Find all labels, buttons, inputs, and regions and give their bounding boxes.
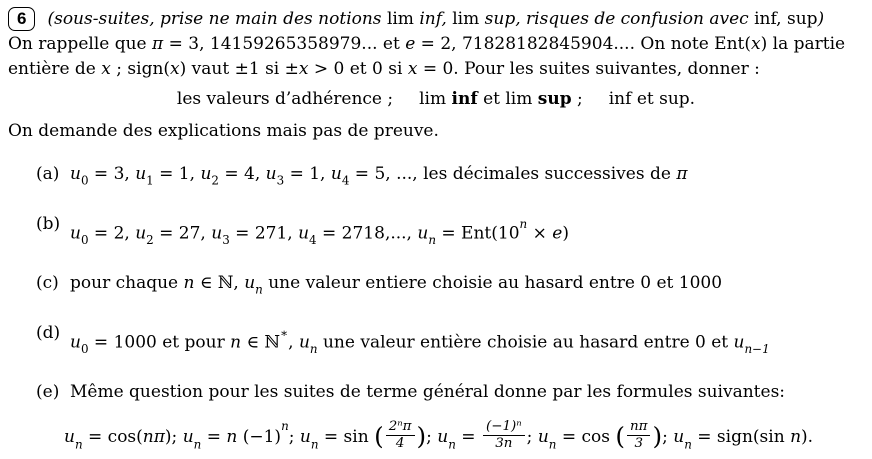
text-segment: Même question pour les suites de terme général donne par les formules suivantes: [70,381,786,402]
formulas-line [8,411,864,459]
text-segment: = 1, [153,164,201,184]
text-segment: u [733,331,745,352]
text-segment: = 2, 71828182845904.... On note Ent( [415,34,751,54]
text-segment: = cos [556,426,616,447]
text-segment: u [182,426,194,447]
text-segment: ; [526,426,538,447]
text-segment: = 0. Pour les suites suivantes, donner : [417,59,760,79]
exercise-subtitle [47,7,824,32]
text-segment: On demande des explications mais pas de preuve. [8,121,439,141]
text-segment: u [64,426,75,447]
text-segment: = 1, [284,164,331,184]
text-segment: π [676,164,688,184]
text-segment: ; [426,426,438,447]
text-segment: lim [452,9,485,29]
text-segment: n [226,426,238,447]
text-segment: e [405,34,416,54]
text-segment: On rappelle que [8,34,153,54]
text-segment: lim [419,89,452,109]
text-segment: u [537,426,549,447]
text-segment: ; sign( [110,59,171,79]
text-segment: u [135,223,147,244]
intro-line-1 [8,32,864,57]
text-segment: inf [451,89,478,109]
fraction-denominator: 4 [386,435,415,451]
text-segment: 0 [80,341,89,356]
text-segment: , [441,9,453,29]
text-segment: u [70,223,81,244]
text-segment: entière de [8,59,102,79]
text-segment: n [790,426,802,447]
text-segment: ∗ [280,325,289,340]
exercise-number-box [8,7,35,31]
text-segment: = 271, [229,223,299,244]
text-segment: u [298,223,310,244]
item-d [8,320,864,362]
text-segment: n [309,341,318,356]
text-segment: 1 [146,173,154,188]
text-segment: u [135,164,147,184]
item-label: (b) [36,213,61,234]
text-segment: n [255,282,263,297]
text-segment: u [211,223,223,244]
text-segment: n [684,437,692,452]
text-segment: u [265,164,277,184]
text-segment: ∈ ℕ, [194,272,245,293]
fraction-numerator: (−1)ⁿ [485,419,522,435]
text-segment: = cos( [82,426,143,447]
items-list [8,161,864,405]
text-segment: 2 [146,232,154,247]
item-e [8,379,864,405]
text-segment: une valeur entiere choisie au hasard entre 0 et 1000 [262,272,723,293]
text-segment: (−1) [237,426,282,447]
text-segment: lim [386,9,420,29]
text-segment: x [407,59,418,79]
fraction-numerator: nπ [630,419,648,435]
text-segment: 0 [80,173,89,188]
text-segment: 4 [309,232,317,247]
text-segment: u [330,164,342,184]
text-segment: = sign(sin [691,426,791,447]
text-segment: π [152,34,164,54]
text-segment: inf et sup. [608,89,696,109]
text-segment: x [751,34,761,54]
item-content [70,161,688,194]
text-segment: pour chaque [70,272,184,293]
text-segment: 3 [222,232,230,247]
text-segment: 2 [211,173,219,188]
text-segment: n [281,418,289,433]
fraction-denominator: 3n [483,435,525,451]
text-segment: ; [662,426,674,447]
text-segment: u [417,223,429,244]
text-segment: u [70,164,81,184]
text-segment: 0 [80,232,89,247]
text-segment: n [519,216,528,231]
text-segment: inf, sup [754,9,818,29]
text-segment: u [244,272,256,293]
item-a [8,161,864,194]
asked-values-line [8,87,864,112]
fraction-denominator: 3 [627,435,650,451]
text-segment: ) la partie [760,34,846,54]
item-c [8,270,864,303]
text-segment: = sin [318,426,375,447]
item-content [70,379,785,405]
text-segment: n [183,272,195,293]
text-segment: ) [652,421,663,451]
text-segment: 4 [341,173,350,188]
text-segment: ). [801,426,814,447]
item-label: (a) [36,164,60,184]
text-segment: x [170,59,180,79]
fraction [483,419,525,451]
text-segment: , [288,331,299,352]
fraction [627,419,650,451]
text-segment: × [527,223,553,244]
fraction [386,419,415,451]
text-segment: u [299,426,311,447]
item-content [70,270,722,303]
text-segment: = 3, 14159265358979... et [163,34,406,54]
text-segment: = [455,426,481,447]
text-segment: = 27, [153,223,212,244]
text-segment: u [298,331,310,352]
text-segment: = 1000 et pour [88,331,231,352]
text-segment: u [673,426,685,447]
text-segment: x [298,59,309,79]
text-segment: n [428,232,436,247]
text-segment: inf [419,9,442,29]
text-segment: u [200,164,212,184]
text-segment: n [448,437,456,452]
text-segment: n [310,437,319,452]
text-segment: ( [615,421,625,451]
text-segment: u [437,426,449,447]
text-segment: ; [288,426,300,447]
item-label: (d) [36,322,61,343]
item-label: (c) [36,272,59,293]
text-segment: ); [164,426,183,447]
text-segment: nπ [142,426,165,447]
text-segment: u [70,331,81,352]
text-segment: = [201,426,227,447]
text-segment: = 3, [88,164,136,184]
item-content [70,211,569,253]
text-segment: = 2, [88,223,136,244]
text-segment: > 0 et 0 si [308,59,408,79]
text-segment: ) [817,9,825,29]
text-segment: = Ent(10 [436,223,520,244]
text-segment: ) vaut ±1 si ± [179,59,299,79]
text-segment: n−1 [744,341,770,356]
text-segment: ) [562,223,569,244]
text-segment: ∈ ℕ [241,331,281,352]
text-segment: , risques de confusion avec [515,9,755,29]
text-segment: x [101,59,111,79]
fraction-numerator: 2ⁿπ [388,419,412,435]
text-segment: e [552,223,563,244]
item-content [70,320,770,362]
text-segment: = 2718,..., [316,223,418,244]
item-b [8,211,864,253]
text-segment: n [230,331,242,352]
text-segment: ; [571,89,583,109]
text-segment: 3 [276,173,285,188]
exercise-header [8,7,864,32]
text-segment: = 4, [218,164,266,184]
text-segment: = 5, ..., les décimales successives de [349,164,677,184]
text-segment: (sous-suites, prise ne main des notions [47,9,387,29]
text-segment: ) [416,421,427,451]
item-label: (e) [36,381,60,402]
exercise-number: 6 [17,9,27,28]
no-proof-line [8,119,864,144]
text-segment: les valeurs d’adhérence ; [176,89,394,109]
text-segment: une valeur entière choisie au hasard entre 0 et [317,331,734,352]
text-segment: n [193,437,202,452]
text-segment: ( [374,421,384,451]
text-segment: et lim [477,89,538,109]
text-segment: sup [537,89,572,109]
text-segment: n [548,437,557,452]
text-segment: sup [484,9,516,29]
intro-line-2 [8,57,864,82]
text-segment: n [74,437,83,452]
